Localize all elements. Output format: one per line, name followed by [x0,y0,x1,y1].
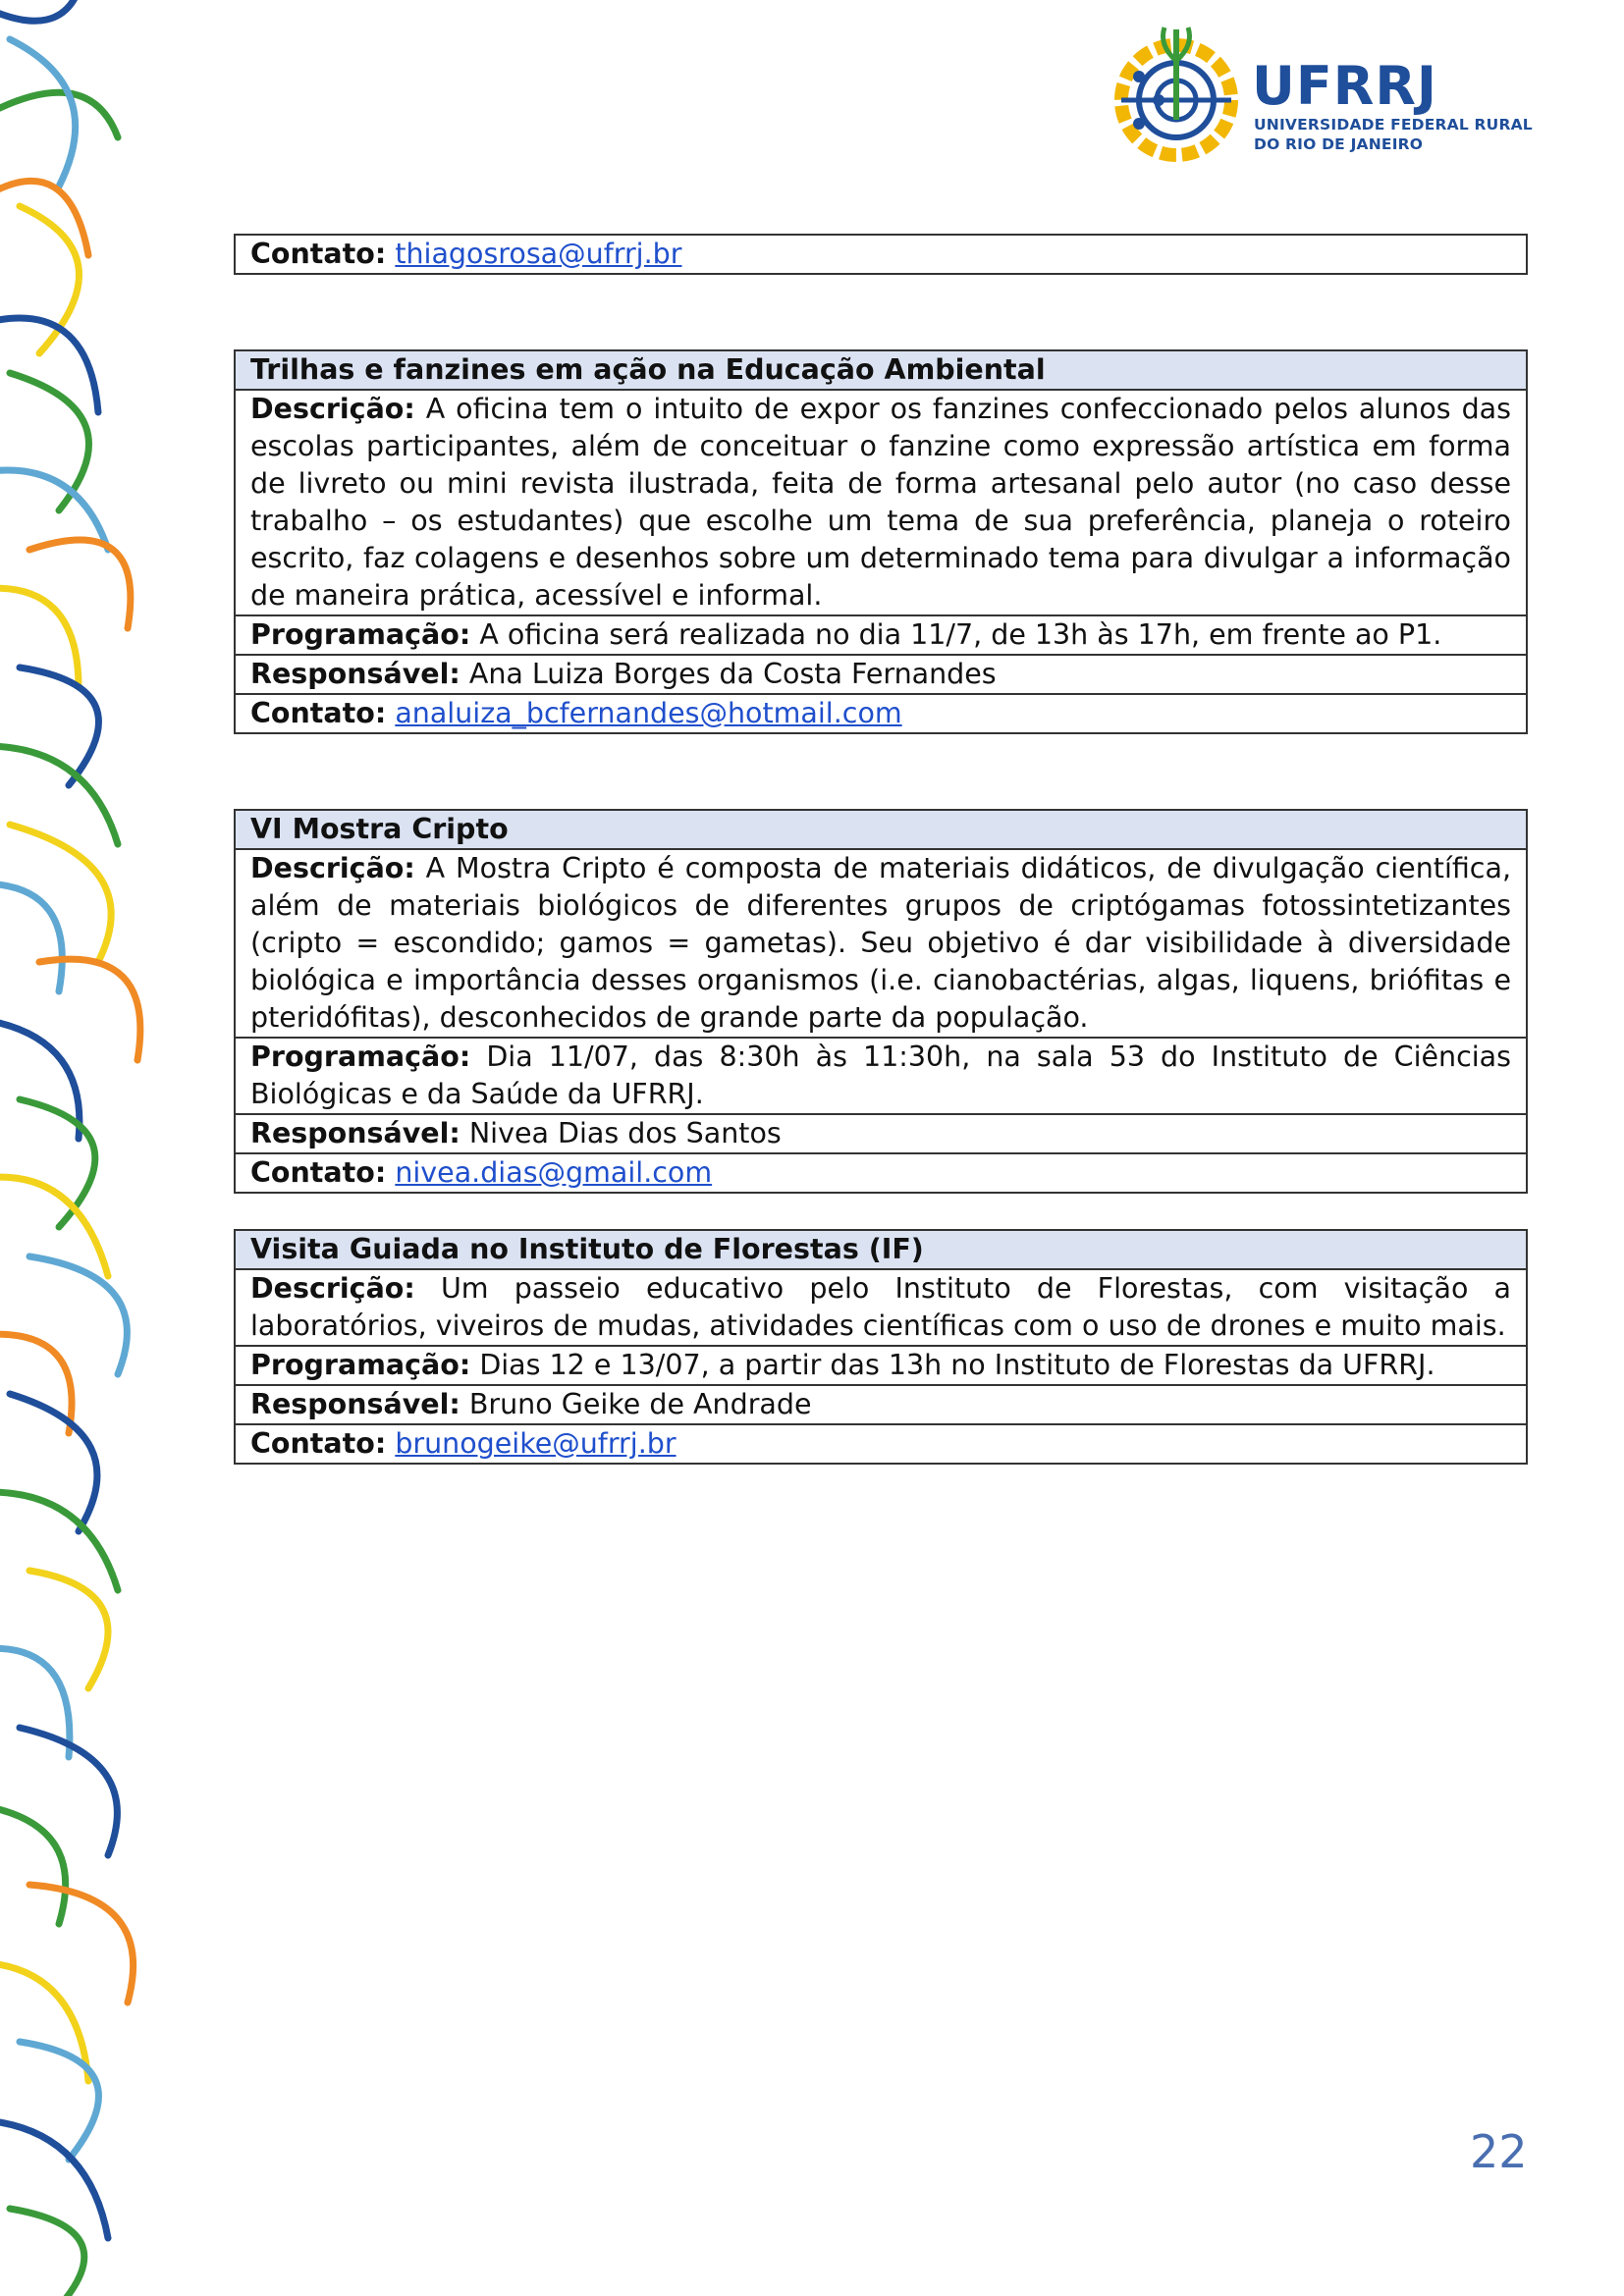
contact-label: Contato: [250,697,387,729]
schedule-text: Dias 12 e 13/07, a partir das 13h no Instituto de Florestas da UFRRJ. [479,1349,1435,1381]
description-row [235,849,1527,1038]
contact-row [235,235,1527,274]
event-title: Trilhas e fanzines em ação na Educação Ambiental [235,350,1527,390]
event-block-continued [234,234,1528,275]
schedule-label: Programação: [250,618,471,651]
schedule-label: Programação: [250,1349,471,1381]
responsible-row [235,1385,1527,1424]
contact-row [235,1424,1527,1464]
description-text: A oficina tem o intuito de expor os fanzines confeccionado pelos alunos das escolas participantes, além de conceituar o fanzine como expressão artística em forma de livreto ou mini revista ilustrada, feita de forma artesanal pelo autor (no caso desse trabalho – os estudantes) que escolhe um tema de sua preferência, planeja o roteiro escrito, faz colagens e desenhos sobre um determinado tema para divulgar a informação de maneira prática, acessível e informal. [250,393,1511,612]
event-block-visita-guiada [234,1229,1528,1465]
contact-row [235,694,1527,733]
description-text: A Mostra Cripto é composta de materiais didáticos, de divulgação científica, além de materiais biológicos de diferentes grupos de criptógamas fotossintetizantes (cripto = escondido; gamos = gametas). Seu objetivo é dar visibilidade à diversidade biológica e importância desses organismos (i.e. cianobactérias, algas, liquens, briófitas e pteridófitas), desconhecidos de grande parte da população. [250,852,1512,1034]
decorative-leaf-border [0,0,167,2296]
responsible-label: Responsável: [250,1388,460,1420]
title-row [235,1230,1527,1269]
contact-email-link[interactable]: brunogeike@ufrrj.br [395,1427,677,1460]
event-block-trilhas [234,349,1528,734]
description-label: Descrição: [250,393,415,425]
title-row [235,350,1527,390]
responsible-label: Responsável: [250,1117,460,1149]
description-row [235,1269,1527,1346]
description-row [235,390,1527,615]
event-block-mostra-cripto [234,809,1528,1194]
logo-subtitle-line1: UNIVERSIDADE FEDERAL RURAL [1254,116,1533,133]
logo-subtitle-line2: DO RIO DE JANEIRO [1254,135,1424,153]
ufrrj-logo [1110,22,1533,169]
schedule-row [235,1346,1527,1385]
logo-brand-text: UFRRJ [1252,55,1437,117]
contact-email-link[interactable]: nivea.dias@gmail.com [395,1156,713,1189]
description-label: Descrição: [250,1272,415,1305]
schedule-text: A oficina será realizada no dia 11/7, de 13h às 17h, em frente ao P1. [479,618,1442,651]
contact-email-link[interactable]: thiagosrosa@ufrrj.br [395,238,682,270]
contact-label: Contato: [250,1427,387,1460]
description-text: Um passeio educativo pelo Instituto de Florestas, com visitação a laboratórios, viveiros de mudas, atividades científicas com o uso de drones e muito mais. [250,1272,1511,1342]
event-title: Visita Guiada no Instituto de Florestas (IF) [235,1230,1527,1269]
schedule-row [235,615,1527,655]
event-title: VI Mostra Cripto [235,810,1527,849]
responsible-row [235,655,1527,694]
schedule-row [235,1038,1527,1114]
schedule-text: Dia 11/07, das 8:30h às 11:30h, na sala 53 do Instituto de Ciências Biológicas e da Saúde da UFRRJ. [250,1041,1511,1110]
description-label: Descrição: [250,852,415,884]
ufrrj-emblem-icon [1110,22,1247,169]
contact-label: Contato: [250,238,387,270]
responsible-text: Ana Luiza Borges da Costa Fernandes [468,658,997,690]
page-number: 22 [1470,2125,1528,2178]
responsible-row [235,1114,1527,1153]
contact-row [235,1153,1527,1193]
contact-email-link[interactable]: analuiza_bcfernandes@hotmail.com [395,697,902,729]
schedule-label: Programação: [250,1041,471,1073]
responsible-label: Responsável: [250,658,460,690]
contact-label: Contato: [250,1156,387,1189]
responsible-text: Nivea Dias dos Santos [468,1117,782,1149]
title-row [235,810,1527,849]
responsible-text: Bruno Geike de Andrade [468,1388,812,1420]
